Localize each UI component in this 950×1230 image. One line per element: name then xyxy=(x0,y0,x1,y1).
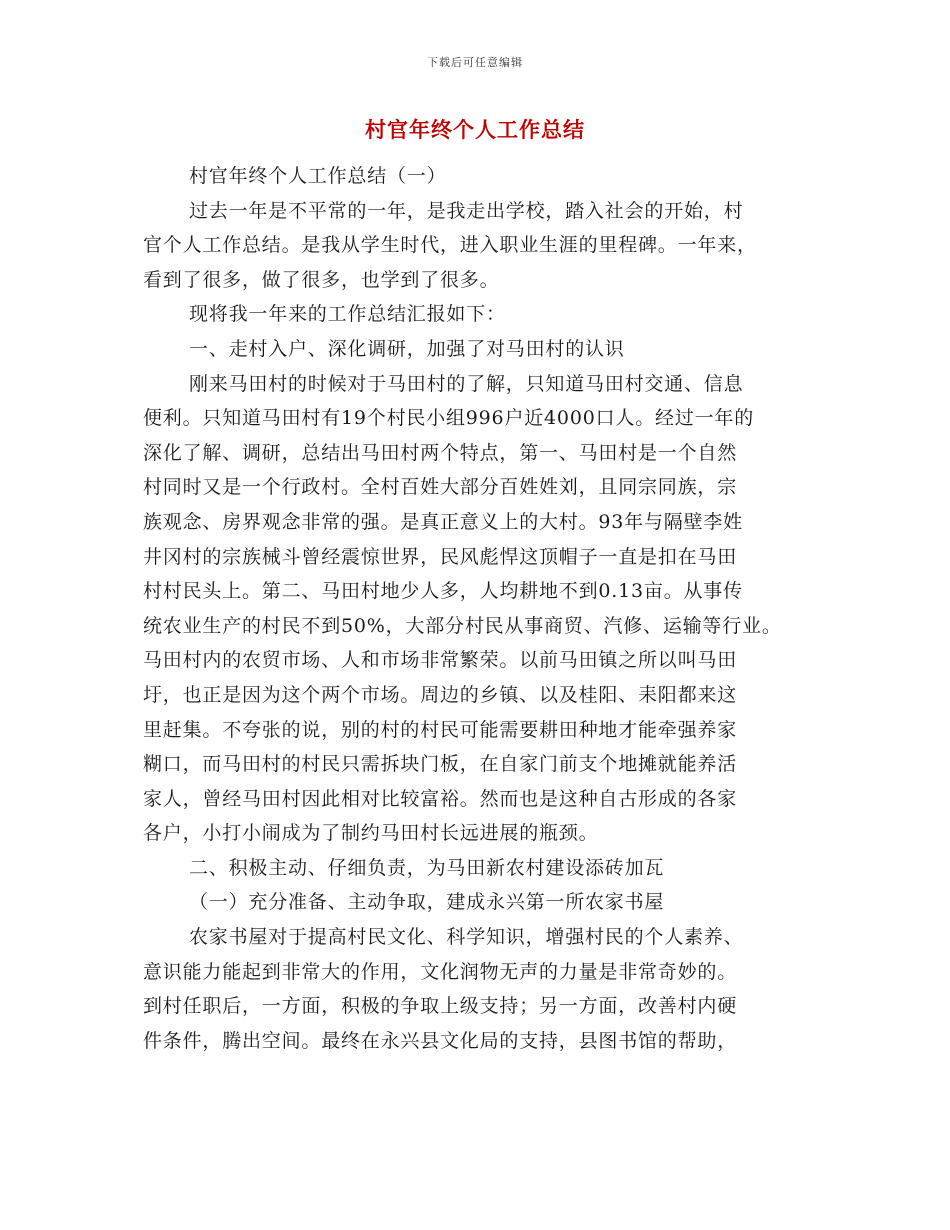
body-line: 意识能力能起到非常大的作用，文化润物无声的力量是非常奇妙的。 xyxy=(143,960,738,983)
document-title: 村官年终个人工作总结 xyxy=(365,117,585,142)
subsection-heading: （一）充分准备、主动争取，建成永兴第一所农家书屋 xyxy=(189,891,665,914)
body-line: 圩，也正是因为这个两个市场。周边的乡镇、以及桂阳、耒阳都来这 xyxy=(143,683,738,706)
section-heading: 二、积极主动、仔细负责，为马田新农村建设添砖加瓦 xyxy=(189,856,665,879)
body-line: 便利。只知道马田村有19个村民小组996户近4000口人。经过一年的 xyxy=(143,407,754,430)
body-line: 村官年终个人工作总结（一） xyxy=(189,165,447,187)
body-line: 族观念、房界观念非常的强。是真正意义上的大村。93年与隔壁李姓 xyxy=(143,510,743,533)
body-line: 官个人工作总结。是我从学生时代，进入职业生涯的里程碑。一年来， xyxy=(143,234,757,257)
body-line: 里赶集。不夸张的说，别的村的村民可能需要耕田种地才能牵强养家 xyxy=(143,718,738,741)
body-line: 深化了解、调研，总结出马田村两个特点，第一、马田村是一个自然 xyxy=(143,441,738,464)
body-line: 到村任职后，一方面，积极的争取上级支持；另一方面，改善村内硬 xyxy=(143,995,738,1018)
section-heading: 一、走村入户、深化调研，加强了对马田村的认识 xyxy=(189,337,625,360)
body-line: 各户，小打小闹成为了制约马田村长远进展的瓶颈。 xyxy=(143,822,599,845)
body-line: 马田村内的农贸市场、人和市场非常繁荣。以前马田镇之所以叫马田 xyxy=(143,649,738,672)
body-line: 现将我一年来的工作总结汇报如下： xyxy=(189,303,506,326)
body-line: 农家书屋对于提高村民文化、科学知识，增强村民的个人素养、 xyxy=(189,926,744,949)
body-line: 家人，曾经马田村因此相对比较富裕。然而也是这种自古形成的各家 xyxy=(143,787,738,810)
body-line: 件条件，腾出空间。最终在永兴县文化局的支持，县图书馆的帮助， xyxy=(143,1029,738,1052)
body-line: 过去一年是不平常的一年，是我走出学校，踏入社会的开始，村 xyxy=(189,199,744,222)
body-line: 村同时又是一个行政村。全村百姓大部分百姓姓刘，且同宗同族，宗 xyxy=(143,476,738,499)
body-line: 看到了很多，做了很多，也学到了很多。 xyxy=(143,268,500,291)
body-line: 村村民头上。第二、马田村地少人多，人均耕地不到0.13亩。从事传 xyxy=(143,580,743,603)
page-header: 下载后可任意编辑 xyxy=(427,56,523,69)
body-line: 井冈村的宗族械斗曾经震惊世界，民风彪悍这顶帽子一直是扣在马田 xyxy=(143,545,738,568)
body-line: 糊口，而马田村的村民只需拆块门板，在自家门前支个地摊就能养活 xyxy=(143,753,738,776)
document-body xyxy=(143,159,828,1058)
body-line: 刚来马田村的时候对于马田村的了解，只知道马田村交通、信息 xyxy=(189,372,744,395)
body-line: 统农业生产的村民不到50%，大部分村民从事商贸、汽修、运输等行业。 xyxy=(143,614,782,637)
